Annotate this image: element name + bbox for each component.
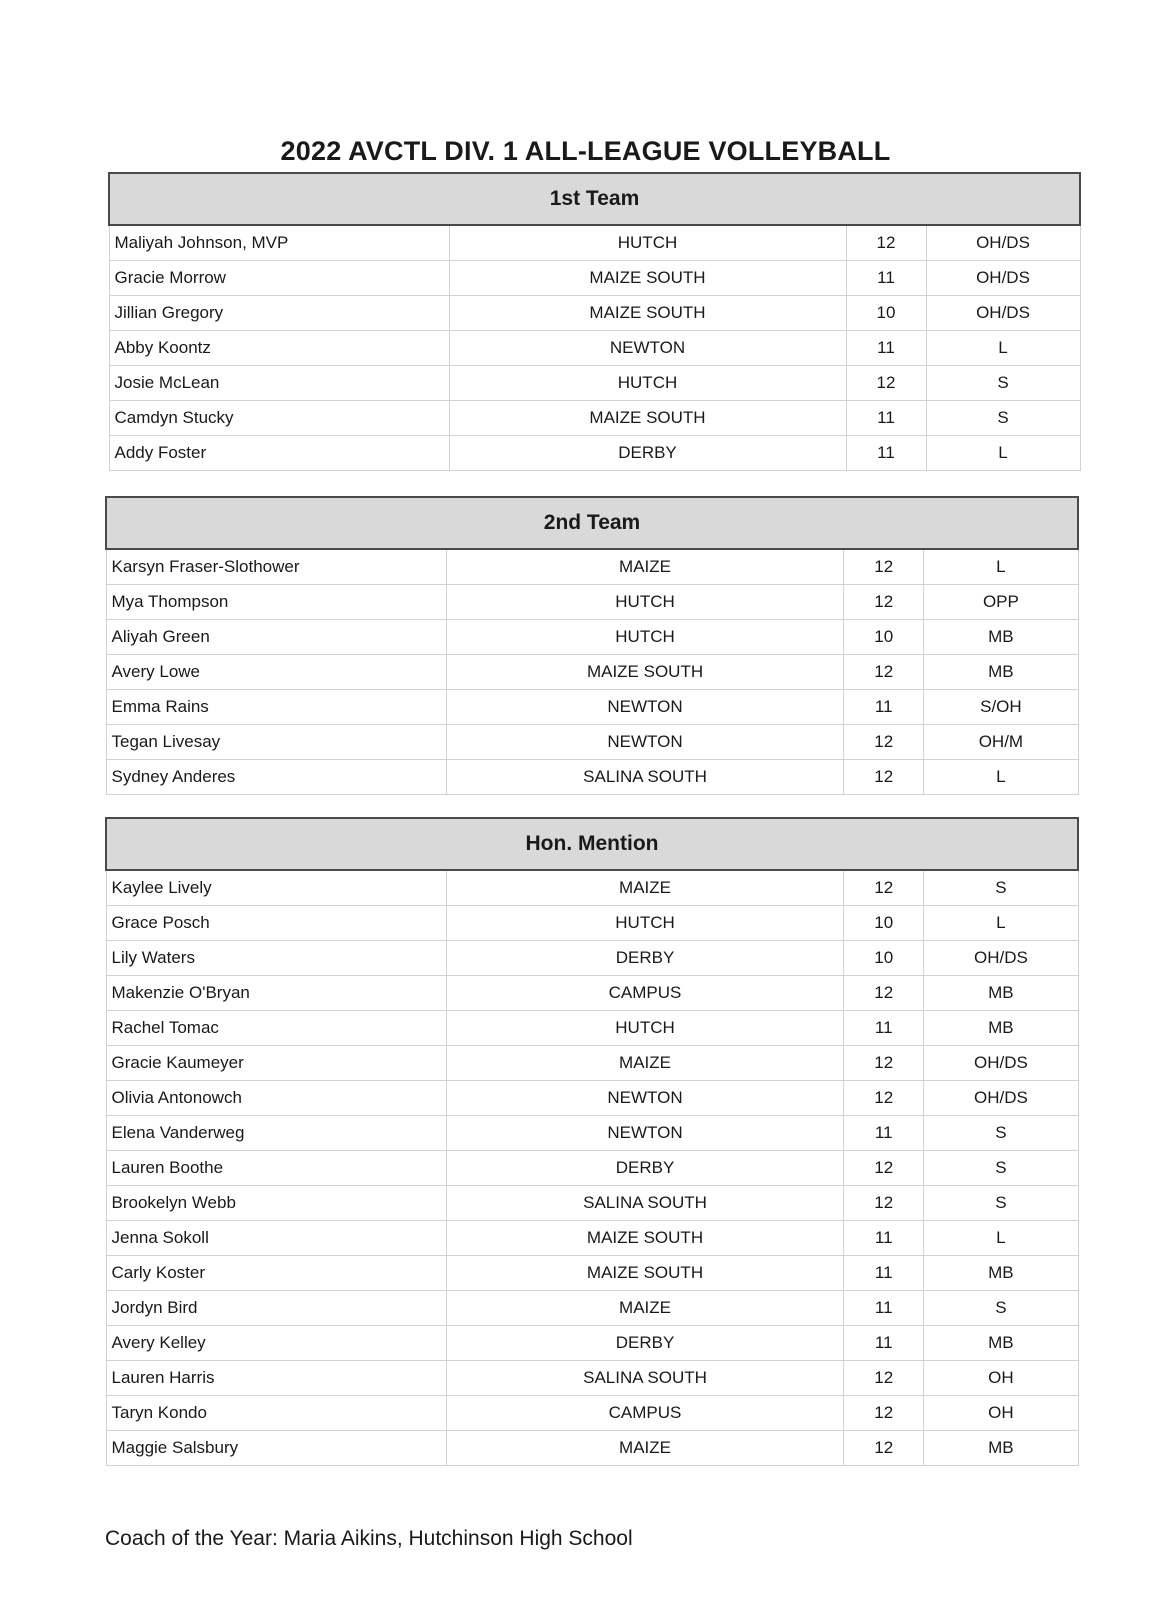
table-row — [109, 436, 1080, 471]
first-team-table — [108, 172, 1081, 471]
table-row — [106, 585, 1078, 620]
grade-cell: 10 — [844, 906, 924, 941]
position-cell: MB — [924, 620, 1078, 655]
grade-cell: 12 — [846, 366, 926, 401]
player-name-cell: Kaylee Lively — [106, 870, 446, 906]
school-cell: DERBY — [449, 436, 846, 471]
table-row — [106, 1291, 1078, 1326]
section-heading: 2nd Team — [106, 497, 1078, 549]
player-name-cell: Avery Lowe — [106, 655, 446, 690]
table-row — [109, 331, 1080, 366]
table-row — [106, 1151, 1078, 1186]
school-cell: DERBY — [446, 1326, 843, 1361]
table-row — [106, 549, 1078, 585]
player-name-cell: Makenzie O'Bryan — [106, 976, 446, 1011]
school-cell: HUTCH — [446, 1011, 843, 1046]
school-cell: MAIZE — [446, 870, 843, 906]
grade-cell: 11 — [844, 690, 924, 725]
position-cell: MB — [924, 976, 1078, 1011]
player-name-cell: Camdyn Stucky — [109, 401, 449, 436]
grade-cell: 10 — [846, 296, 926, 331]
school-cell: NEWTON — [446, 690, 843, 725]
player-name-cell: Gracie Morrow — [109, 261, 449, 296]
player-name-cell: Brookelyn Webb — [106, 1186, 446, 1221]
school-cell: DERBY — [446, 1151, 843, 1186]
table-row — [109, 225, 1080, 261]
player-name-cell: Josie McLean — [109, 366, 449, 401]
table-row — [109, 296, 1080, 331]
player-name-cell: Jillian Gregory — [109, 296, 449, 331]
table-row — [106, 1046, 1078, 1081]
table-row — [106, 1081, 1078, 1116]
position-cell: OH/DS — [924, 941, 1078, 976]
player-name-cell: Maliyah Johnson, MVP — [109, 225, 449, 261]
position-cell: L — [926, 331, 1080, 366]
player-name-cell: Grace Posch — [106, 906, 446, 941]
position-cell: OH/DS — [924, 1046, 1078, 1081]
school-cell: MAIZE SOUTH — [449, 401, 846, 436]
table-row — [109, 261, 1080, 296]
grade-cell: 11 — [844, 1011, 924, 1046]
grade-cell: 12 — [844, 1081, 924, 1116]
table-row — [106, 1256, 1078, 1291]
table-row — [106, 976, 1078, 1011]
position-cell: S — [924, 1291, 1078, 1326]
player-name-cell: Carly Koster — [106, 1256, 446, 1291]
player-name-cell: Lily Waters — [106, 941, 446, 976]
school-cell: HUTCH — [449, 366, 846, 401]
table-row — [106, 906, 1078, 941]
grade-cell: 12 — [844, 976, 924, 1011]
position-cell: OH/DS — [926, 261, 1080, 296]
school-cell: NEWTON — [446, 1116, 843, 1151]
school-cell: SALINA SOUTH — [446, 1361, 843, 1396]
player-name-cell: Lauren Boothe — [106, 1151, 446, 1186]
position-cell: OH/DS — [926, 296, 1080, 331]
school-cell: CAMPUS — [446, 1396, 843, 1431]
position-cell: L — [926, 436, 1080, 471]
grade-cell: 12 — [844, 1431, 924, 1466]
table-row — [106, 1186, 1078, 1221]
player-name-cell: Lauren Harris — [106, 1361, 446, 1396]
grade-cell: 12 — [844, 1186, 924, 1221]
player-name-cell: Karsyn Fraser-Slothower — [106, 549, 446, 585]
school-cell: HUTCH — [446, 906, 843, 941]
position-cell: OH/M — [924, 725, 1078, 760]
player-name-cell: Rachel Tomac — [106, 1011, 446, 1046]
player-name-cell: Abby Koontz — [109, 331, 449, 366]
player-name-cell: Emma Rains — [106, 690, 446, 725]
player-name-cell: Elena Vanderweg — [106, 1116, 446, 1151]
grade-cell: 12 — [844, 1396, 924, 1431]
table-row — [106, 1431, 1078, 1466]
table-row — [106, 760, 1078, 795]
coach-of-year-note: Coach of the Year: Maria Aikins, Hutchinson High School — [105, 1527, 633, 1550]
school-cell: MAIZE SOUTH — [446, 1221, 843, 1256]
position-cell: MB — [924, 1326, 1078, 1361]
position-cell: L — [924, 760, 1078, 795]
table-row — [106, 1361, 1078, 1396]
position-cell: S — [924, 870, 1078, 906]
school-cell: NEWTON — [446, 1081, 843, 1116]
grade-cell: 11 — [846, 436, 926, 471]
grade-cell: 11 — [844, 1221, 924, 1256]
position-cell: S — [926, 401, 1080, 436]
position-cell: MB — [924, 655, 1078, 690]
table-row — [106, 1221, 1078, 1256]
grade-cell: 12 — [846, 225, 926, 261]
grade-cell: 11 — [846, 331, 926, 366]
grade-cell: 11 — [844, 1256, 924, 1291]
grade-cell: 10 — [844, 941, 924, 976]
position-cell: S/OH — [924, 690, 1078, 725]
grade-cell: 12 — [844, 1046, 924, 1081]
section-heading: Hon. Mention — [106, 818, 1078, 870]
school-cell: MAIZE SOUTH — [449, 261, 846, 296]
position-cell: OH — [924, 1361, 1078, 1396]
table-row — [106, 1116, 1078, 1151]
position-cell: MB — [924, 1256, 1078, 1291]
school-cell: NEWTON — [446, 725, 843, 760]
player-name-cell: Avery Kelley — [106, 1326, 446, 1361]
player-name-cell: Jordyn Bird — [106, 1291, 446, 1326]
position-cell: S — [926, 366, 1080, 401]
table-row — [106, 725, 1078, 760]
table-row — [106, 941, 1078, 976]
table-row — [109, 401, 1080, 436]
player-name-cell: Maggie Salsbury — [106, 1431, 446, 1466]
school-cell: NEWTON — [449, 331, 846, 366]
school-cell: MAIZE — [446, 1431, 843, 1466]
honorable-mention-table — [105, 817, 1079, 1466]
player-name-cell: Sydney Anderes — [106, 760, 446, 795]
table-row — [109, 366, 1080, 401]
grade-cell: 10 — [844, 620, 924, 655]
player-name-cell: Tegan Livesay — [106, 725, 446, 760]
grade-cell: 11 — [844, 1326, 924, 1361]
position-cell: L — [924, 549, 1078, 585]
position-cell: L — [924, 906, 1078, 941]
position-cell: S — [924, 1186, 1078, 1221]
player-name-cell: Olivia Antonowch — [106, 1081, 446, 1116]
school-cell: MAIZE SOUTH — [446, 1256, 843, 1291]
school-cell: DERBY — [446, 941, 843, 976]
player-name-cell: Aliyah Green — [106, 620, 446, 655]
school-cell: CAMPUS — [446, 976, 843, 1011]
second-team-table — [105, 496, 1079, 795]
grade-cell: 11 — [844, 1116, 924, 1151]
table-row — [106, 870, 1078, 906]
school-cell: MAIZE — [446, 1291, 843, 1326]
school-cell: HUTCH — [446, 620, 843, 655]
grade-cell: 12 — [844, 870, 924, 906]
table-row — [106, 620, 1078, 655]
position-cell: OH/DS — [924, 1081, 1078, 1116]
school-cell: MAIZE — [446, 1046, 843, 1081]
section-heading: 1st Team — [109, 173, 1080, 225]
player-name-cell: Taryn Kondo — [106, 1396, 446, 1431]
player-name-cell: Gracie Kaumeyer — [106, 1046, 446, 1081]
school-cell: SALINA SOUTH — [446, 1186, 843, 1221]
table-row — [106, 1011, 1078, 1046]
position-cell: OH/DS — [926, 225, 1080, 261]
grade-cell: 12 — [844, 760, 924, 795]
player-name-cell: Mya Thompson — [106, 585, 446, 620]
grade-cell: 12 — [844, 655, 924, 690]
position-cell: MB — [924, 1431, 1078, 1466]
position-cell: MB — [924, 1011, 1078, 1046]
grade-cell: 12 — [844, 549, 924, 585]
position-cell: OPP — [924, 585, 1078, 620]
position-cell: S — [924, 1116, 1078, 1151]
grade-cell: 11 — [846, 401, 926, 436]
table-row — [106, 1326, 1078, 1361]
school-cell: HUTCH — [446, 585, 843, 620]
grade-cell: 12 — [844, 725, 924, 760]
table-row — [106, 655, 1078, 690]
position-cell: L — [924, 1221, 1078, 1256]
school-cell: MAIZE SOUTH — [449, 296, 846, 331]
school-cell: HUTCH — [449, 225, 846, 261]
grade-cell: 11 — [846, 261, 926, 296]
position-cell: S — [924, 1151, 1078, 1186]
grade-cell: 12 — [844, 1361, 924, 1396]
player-name-cell: Jenna Sokoll — [106, 1221, 446, 1256]
school-cell: MAIZE — [446, 549, 843, 585]
position-cell: OH — [924, 1396, 1078, 1431]
grade-cell: 11 — [844, 1291, 924, 1326]
table-row — [106, 1396, 1078, 1431]
school-cell: SALINA SOUTH — [446, 760, 843, 795]
grade-cell: 12 — [844, 585, 924, 620]
school-cell: MAIZE SOUTH — [446, 655, 843, 690]
player-name-cell: Addy Foster — [109, 436, 449, 471]
grade-cell: 12 — [844, 1151, 924, 1186]
page-title: 2022 AVCTL DIV. 1 ALL-LEAGUE VOLLEYBALL — [280, 136, 891, 166]
table-row — [106, 690, 1078, 725]
